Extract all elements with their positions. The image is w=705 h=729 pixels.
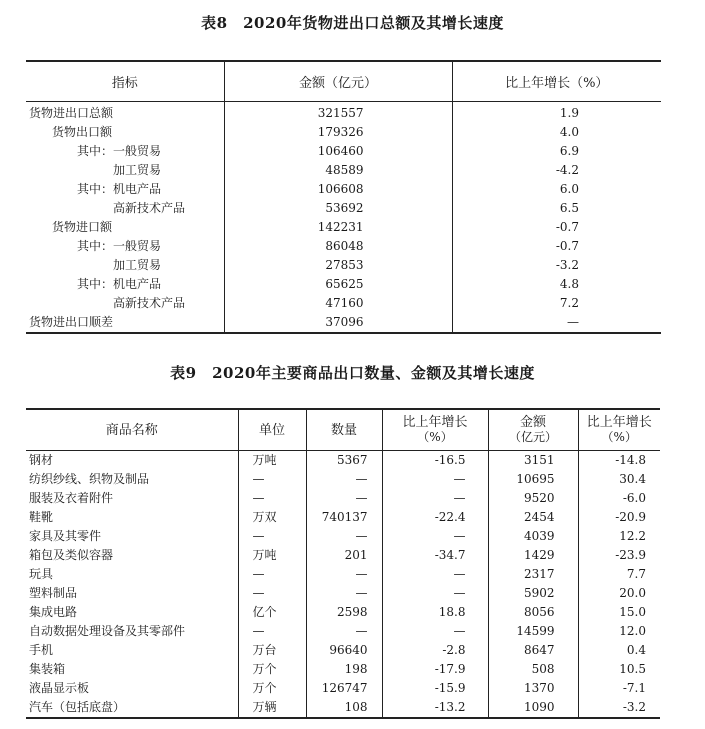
table8-header-growth: 比上年增长（%） [452, 61, 661, 102]
table9-cell-amt-growth: 30.4 [619, 472, 646, 486]
table9-cell-name: 玩具 [26, 565, 238, 584]
table9-cell-qty-growth: -22.4 [382, 508, 488, 527]
table9-cell-name: 集装箱 [26, 660, 238, 679]
table9-cell-amt-growth: -14.8 [615, 453, 646, 467]
table9-cell-quantity: 126747 [306, 679, 382, 698]
table9-cell-amount: 8647 [488, 641, 578, 660]
table9-cell-amount: 1090 [488, 698, 578, 718]
table8-cell-growth: 4.8 [559, 277, 579, 291]
table9-cell-unit: 亿个 [238, 603, 306, 622]
table9-header-unit: 单位 [238, 409, 306, 451]
table8-title: 表8 2020年货物进出口总额及其增长速度 [201, 14, 504, 32]
table9-cell-amount: 5902 [488, 584, 578, 603]
table8-cell-growth: 6.0 [559, 182, 579, 196]
table8-cell-growth: 1.9 [559, 106, 579, 120]
table8-cell-growth: -4.2 [555, 163, 579, 177]
table9-cell-amt-growth: 0.4 [626, 643, 646, 657]
table8-cell-indicator: 货物出口额 [26, 123, 224, 142]
table9-cell-qty-growth: -17.9 [382, 660, 488, 679]
table9-cell-unit: — [238, 470, 306, 489]
table9-cell-amt-growth: -3.2 [622, 700, 646, 714]
table9-cell-quantity: 5367 [306, 451, 382, 471]
table9-cell-unit: — [238, 565, 306, 584]
table9-cell-name: 纺织纱线、织物及制品 [26, 470, 238, 489]
table9-header-amt-growth [578, 409, 660, 451]
table9-cell-quantity: — [306, 527, 382, 546]
table9-cell-amount: 4039 [488, 527, 578, 546]
table9-cell-name: 塑料制品 [26, 584, 238, 603]
table8-cell-indicator: 其中：机电产品 [26, 275, 224, 294]
table8-cell-indicator: 货物进出口总额 [26, 102, 224, 124]
table9-cell-amount: 14599 [488, 622, 578, 641]
table8-cell-growth: 6.5 [559, 201, 579, 215]
table8-header-row [26, 61, 661, 102]
table9-cell-amt-growth: 12.2 [619, 529, 646, 543]
table8-cell-indicator: 高新技术产品 [26, 199, 224, 218]
table9-header-amt-growth-line2: （%） [601, 430, 637, 444]
table9-cell-qty-growth: -16.5 [382, 451, 488, 471]
table9-cell-name: 手机 [26, 641, 238, 660]
table9-cell-unit: — [238, 622, 306, 641]
table9-title: 表9 2020年主要商品出口数量、金额及其增长速度 [170, 364, 535, 382]
table9-cell-unit: — [238, 489, 306, 508]
table9-row [26, 584, 660, 603]
table9-cell-name: 汽车（包括底盘） [26, 698, 238, 718]
table9-cell-name: 鞋靴 [26, 508, 238, 527]
table8-cell-amount: 53692 [224, 199, 452, 218]
table9-cell-name: 服装及衣着附件 [26, 489, 238, 508]
table9-cell-name: 集成电路 [26, 603, 238, 622]
table8-cell-amount: 86048 [224, 237, 452, 256]
table8-row [26, 275, 661, 294]
table9-cell-amt-growth: 10.5 [619, 662, 646, 676]
table8-cell-growth: -0.7 [555, 239, 579, 253]
table9-header-amount-line1: 金额 [519, 415, 546, 430]
table9-row [26, 451, 660, 471]
table9-cell-amt-growth: 12.0 [619, 624, 646, 638]
table8-row [26, 180, 661, 199]
table9-row [26, 679, 660, 698]
table9-cell-amt-growth: -23.9 [615, 548, 646, 562]
table9-cell-quantity: — [306, 470, 382, 489]
table9-row [26, 489, 660, 508]
table9-cell-unit: 万吨 [238, 546, 306, 565]
table9-cell-unit: 万双 [238, 508, 306, 527]
table9-cell-quantity: 740137 [306, 508, 382, 527]
table9-cell-amt-growth: -6.0 [622, 491, 646, 505]
table9-cell-unit: 万个 [238, 660, 306, 679]
table8-cell-indicator: 其中：一般贸易 [26, 142, 224, 161]
table9-cell-quantity: 201 [306, 546, 382, 565]
table8-cell-amount: 106608 [224, 180, 452, 199]
table9-cell-name: 液晶显示板 [26, 679, 238, 698]
table8-row [26, 102, 661, 124]
table9-cell-name: 钢材 [26, 451, 238, 471]
table8-cell-indicator: 货物进出口顺差 [26, 313, 224, 333]
table9-row [26, 698, 660, 718]
table9-cell-amt-growth: 20.0 [619, 586, 646, 600]
table9-row [26, 470, 660, 489]
table9-cell-amt-growth: -20.9 [615, 510, 646, 524]
table9-cell-quantity: — [306, 565, 382, 584]
table8-row [26, 161, 661, 180]
table8-row [26, 142, 661, 161]
table9-cell-quantity: — [306, 489, 382, 508]
table8-row [26, 256, 661, 275]
table9-cell-quantity: 198 [306, 660, 382, 679]
table9-commodity-exports [26, 408, 660, 719]
table8-row [26, 218, 661, 237]
table9-row [26, 603, 660, 622]
table8-cell-amount: 321557 [224, 102, 452, 124]
table8-cell-amount: 142231 [224, 218, 452, 237]
table8-row [26, 237, 661, 256]
table9-header-amount-line2: （亿元） [508, 430, 557, 444]
table9-cell-amt-growth: 7.7 [626, 567, 646, 581]
table9-cell-qty-growth: — [382, 489, 488, 508]
table9-cell-qty-growth: -2.8 [382, 641, 488, 660]
table9-cell-unit: — [238, 584, 306, 603]
table9-cell-qty-growth: — [382, 622, 488, 641]
table8-cell-amount: 27853 [224, 256, 452, 275]
table9-cell-name: 箱包及类似容器 [26, 546, 238, 565]
table9-cell-qty-growth: -34.7 [382, 546, 488, 565]
table9-cell-quantity: — [306, 622, 382, 641]
table8-row [26, 123, 661, 142]
table9-cell-unit: 万吨 [238, 451, 306, 471]
table8-cell-growth: 7.2 [559, 296, 579, 310]
table9-cell-qty-growth: — [382, 527, 488, 546]
table8-header-amount: 金额（亿元） [224, 61, 452, 102]
table9-row [26, 641, 660, 660]
table9-header-qty-growth-line1: 比上年增长 [402, 415, 468, 430]
table9-cell-unit: 万个 [238, 679, 306, 698]
table8-cell-growth: -3.2 [555, 258, 579, 272]
table9-cell-qty-growth: -13.2 [382, 698, 488, 718]
table9-cell-amt-growth: -7.1 [622, 681, 646, 695]
table9-row [26, 508, 660, 527]
table8-cell-amount: 48589 [224, 161, 452, 180]
table9-cell-amount: 1370 [488, 679, 578, 698]
table8-cell-amount: 65625 [224, 275, 452, 294]
table8-row [26, 199, 661, 218]
table8-row [26, 313, 661, 333]
table8-cell-amount: 47160 [224, 294, 452, 313]
table9-row [26, 546, 660, 565]
table8-cell-growth: — [567, 315, 579, 329]
table9-header-amount [488, 409, 578, 451]
table9-header-qty-growth [382, 409, 488, 451]
table9-cell-qty-growth: — [382, 470, 488, 489]
table8-cell-amount: 37096 [224, 313, 452, 333]
table9-cell-qty-growth: 18.8 [382, 603, 488, 622]
table8-cell-growth: 6.9 [559, 144, 579, 158]
table9-cell-amount: 8056 [488, 603, 578, 622]
table8-cell-indicator: 货物进口额 [26, 218, 224, 237]
table8-header-indicator: 指标 [26, 61, 224, 102]
table9-header-row [26, 409, 660, 451]
table9-cell-quantity: 108 [306, 698, 382, 718]
table9-row [26, 565, 660, 584]
table8-cell-indicator: 加工贸易 [26, 256, 224, 275]
table9-cell-amount: 9520 [488, 489, 578, 508]
table9-cell-quantity: 2598 [306, 603, 382, 622]
table9-header-qty-growth-line2: （%） [417, 430, 453, 444]
table9-cell-name: 家具及其零件 [26, 527, 238, 546]
table9-cell-quantity: 96640 [306, 641, 382, 660]
table8-row [26, 294, 661, 313]
table9-row [26, 660, 660, 679]
table8-cell-indicator: 高新技术产品 [26, 294, 224, 313]
table9-cell-amount: 2454 [488, 508, 578, 527]
table9-cell-quantity: — [306, 584, 382, 603]
table9-cell-amount: 508 [488, 660, 578, 679]
table9-row [26, 622, 660, 641]
table9-cell-qty-growth: — [382, 584, 488, 603]
table9-cell-amt-growth: 15.0 [619, 605, 646, 619]
table9-header-amt-growth-line1: 比上年增长 [586, 415, 652, 430]
table9-cell-amount: 3151 [488, 451, 578, 471]
table8-cell-growth: -0.7 [555, 220, 579, 234]
table9-cell-amount: 10695 [488, 470, 578, 489]
table9-header-name: 商品名称 [26, 409, 238, 451]
table8-cell-indicator: 其中：机电产品 [26, 180, 224, 199]
table9-cell-amount: 1429 [488, 546, 578, 565]
table9-cell-name: 自动数据处理设备及其零部件 [26, 622, 238, 641]
table8-import-export [26, 60, 661, 334]
table8-cell-amount: 179326 [224, 123, 452, 142]
table9-header-quantity: 数量 [306, 409, 382, 451]
table9-cell-amount: 2317 [488, 565, 578, 584]
table8-cell-indicator: 加工贸易 [26, 161, 224, 180]
table8-cell-amount: 106460 [224, 142, 452, 161]
table8-cell-indicator: 其中：一般贸易 [26, 237, 224, 256]
table8-cell-growth: 4.0 [559, 125, 579, 139]
table9-cell-unit: — [238, 527, 306, 546]
table9-cell-unit: 万台 [238, 641, 306, 660]
table9-cell-qty-growth: — [382, 565, 488, 584]
table9-cell-unit: 万辆 [238, 698, 306, 718]
table9-row [26, 527, 660, 546]
table9-cell-qty-growth: -15.9 [382, 679, 488, 698]
